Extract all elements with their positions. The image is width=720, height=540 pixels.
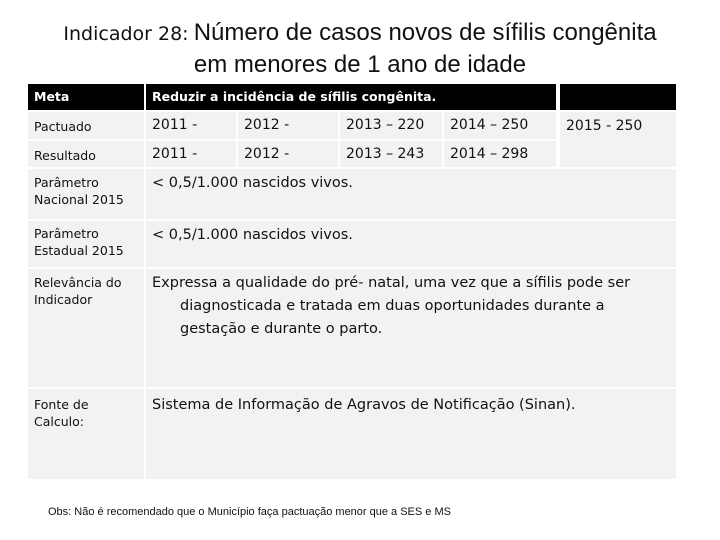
parametro-estadual-label: Parâmetro Estadual 2015: [28, 221, 146, 267]
table-row-relevancia: [28, 269, 676, 389]
table-row-parametro-nacional: [28, 169, 676, 221]
parametro-estadual-value: < 0,5/1.000 nascidos vivos.: [152, 227, 353, 243]
resultado-2014: 2014 – 298: [444, 141, 558, 167]
title-main: Número de casos novos de sífilis congênita: [193, 19, 657, 46]
relevancia-line3: gestação e durante o parto.: [180, 321, 383, 337]
slide-title: [0, 18, 720, 80]
fonte-label: Fonte de Calculo:: [28, 389, 146, 479]
pactuado-2013: 2013 – 220: [340, 112, 444, 139]
meta-empty-cell: [558, 84, 676, 110]
resultado-2013: 2013 – 243: [340, 141, 444, 167]
footnote-obs: Obs: Não é recomendado que o Município faça pactuação menor que a SES e MS: [48, 506, 451, 518]
pactuado-2011: 2011 -: [146, 112, 238, 139]
relevancia-value: [146, 269, 676, 387]
pactuado-label: Pactuado: [28, 112, 146, 139]
title-prefix: Indicador 28:: [63, 23, 189, 45]
resultado-2011: 2011 -: [146, 141, 238, 167]
meta-label: Meta: [28, 84, 146, 110]
fonte-value: Sistema de Informação de Agravos de Notificação (Sinan).: [152, 397, 576, 413]
meta-value: Reduzir a incidência de sífilis congênita.: [146, 84, 558, 110]
parametro-nacional-label: Parâmetro Nacional 2015: [28, 169, 146, 219]
pactuado-2012: 2012 -: [238, 112, 340, 139]
resultado-label: Resultado: [28, 141, 146, 167]
pactuado-2014: 2014 – 250: [444, 112, 558, 139]
pactuado-2015: 2015 - 250: [558, 112, 676, 167]
relevancia-line1: Expressa a qualidade do pré- natal, uma vez que a sífilis pode ser: [152, 275, 631, 291]
title-line2: em menores de 1 ano de idade: [193, 51, 527, 78]
table-row-fonte: [28, 389, 676, 479]
table-row-meta: [28, 84, 676, 112]
parametro-nacional-value: < 0,5/1.000 nascidos vivos.: [152, 175, 353, 191]
resultado-2012: 2012 -: [238, 141, 340, 167]
relevancia-label: Relevância do Indicador: [28, 269, 146, 387]
table-row-parametro-estadual: [28, 221, 676, 269]
relevancia-line2: diagnosticada e tratada em duas oportunidades durante a: [180, 298, 605, 314]
